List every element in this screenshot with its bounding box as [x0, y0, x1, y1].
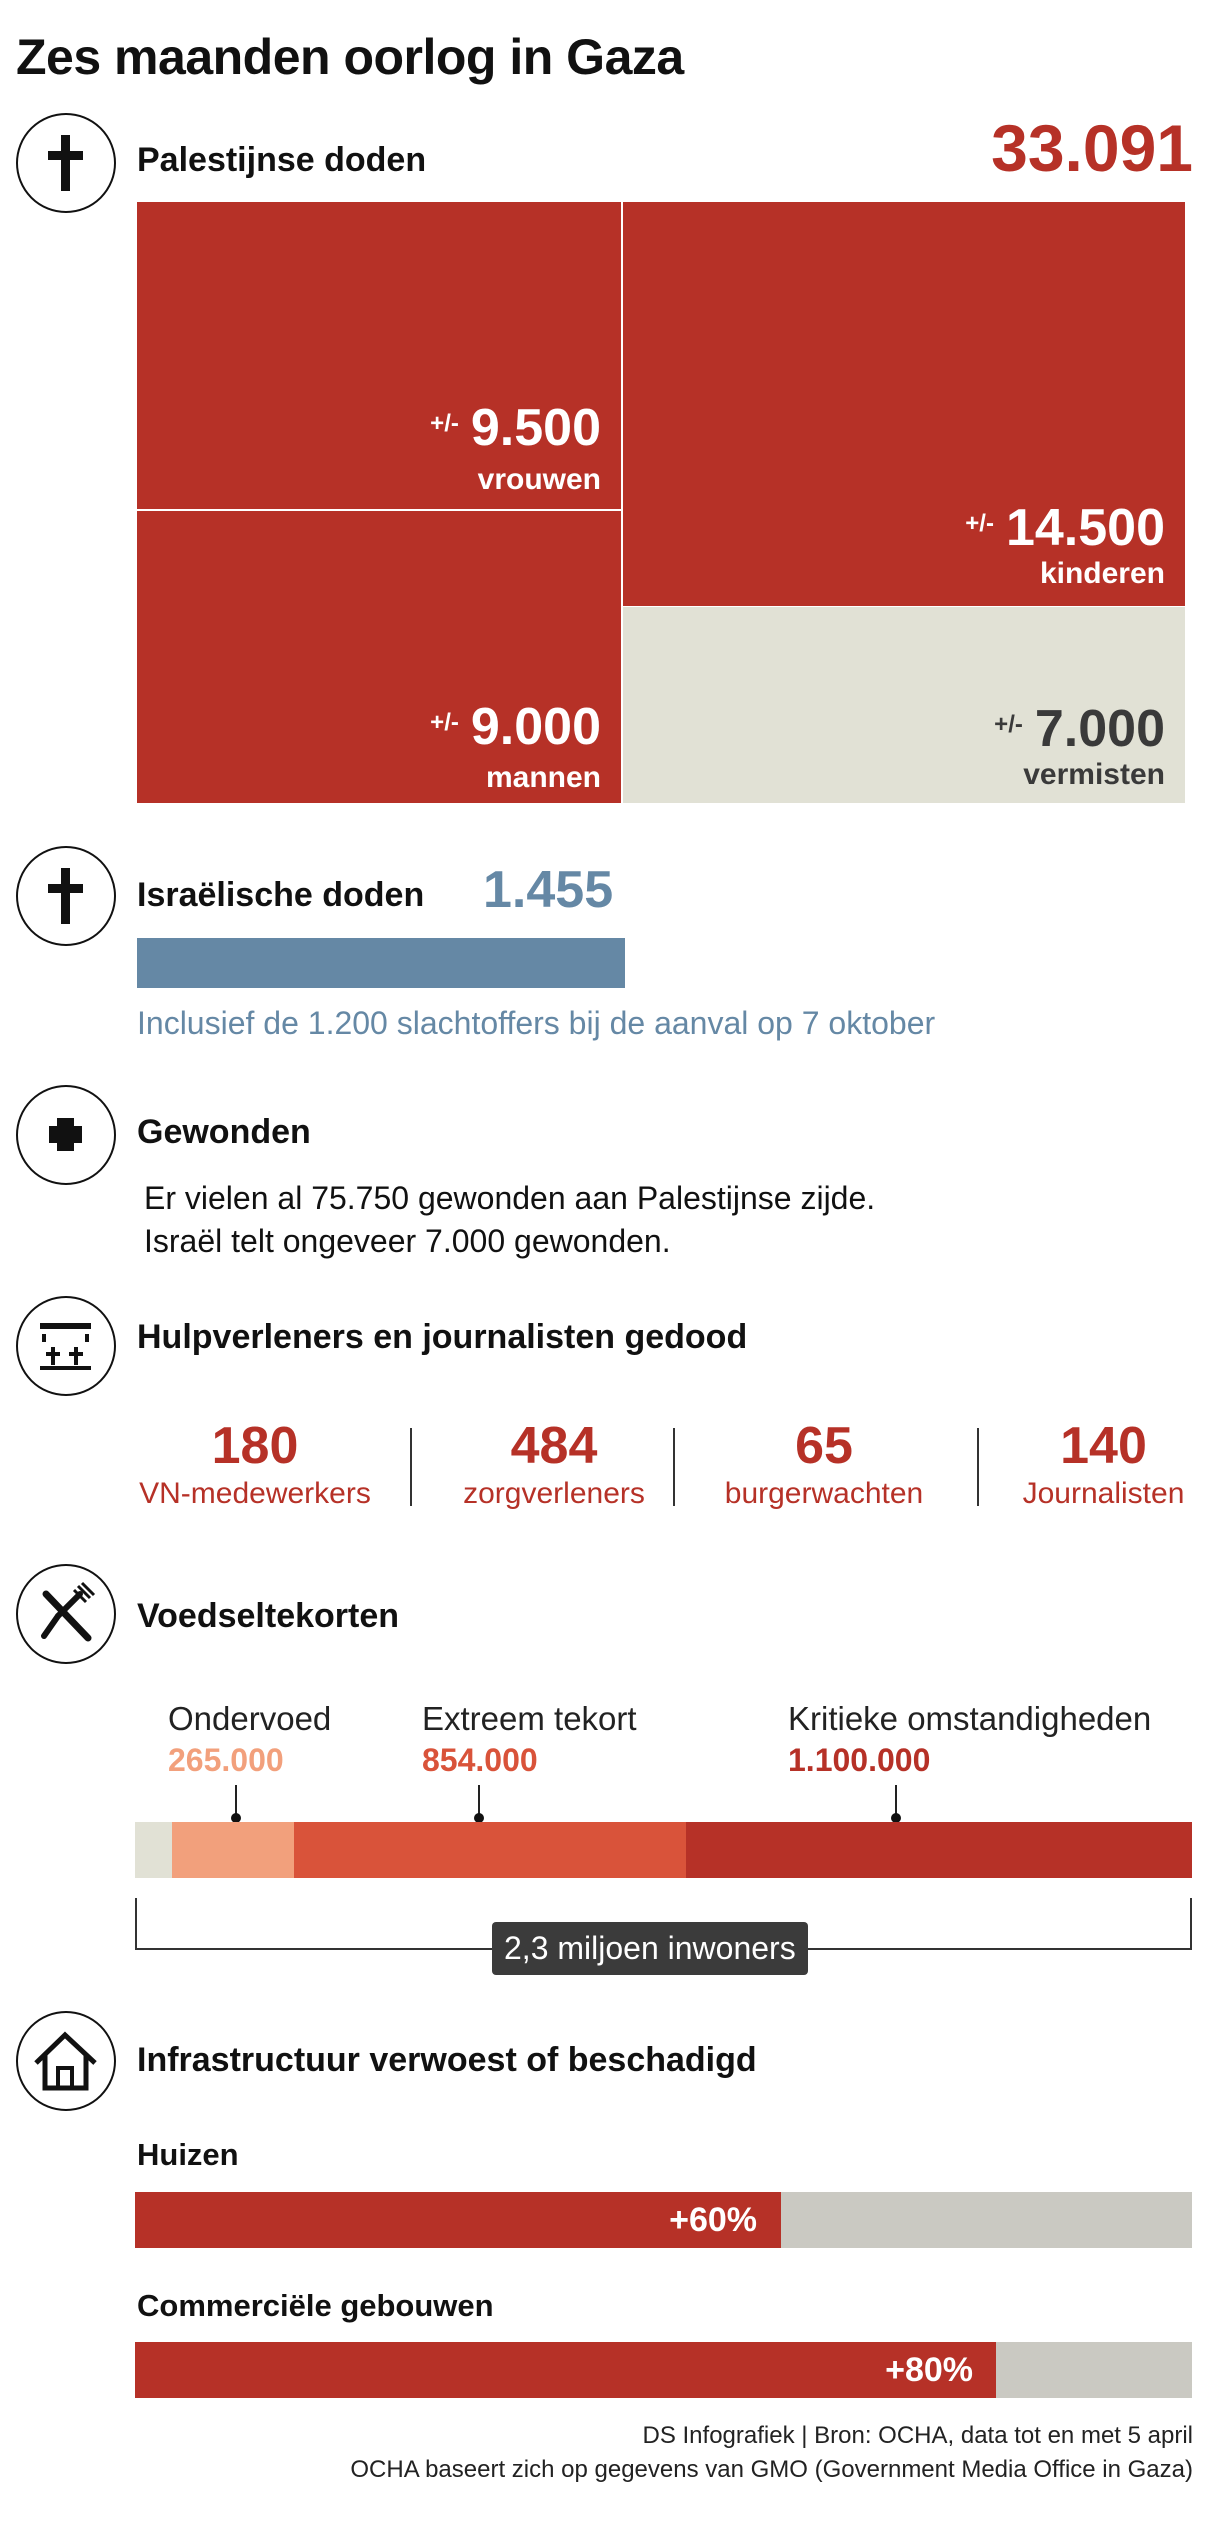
stat-value: 484: [510, 1417, 598, 1475]
plusminus-label: +/-: [965, 510, 994, 537]
treemap-cell-men: [137, 511, 621, 803]
fork-knife-icon: [16, 1564, 116, 1664]
israeli-heading: Israëlische doden: [137, 876, 425, 914]
stat-divider: [410, 1428, 412, 1506]
population-label: 2,3 miljoen inwoners: [492, 1922, 808, 1975]
food-value-critical: 1.100.000: [788, 1742, 931, 1778]
stat-un-workers: [126, 1418, 384, 1514]
casualties-icon: [16, 1296, 116, 1396]
stat-healthcare: [430, 1418, 678, 1514]
plusminus-label: +/-: [994, 711, 1023, 738]
plusminus-label: +/-: [430, 709, 459, 736]
cross-icon: [16, 113, 116, 213]
treemap-cell-missing: [623, 607, 1185, 803]
men-value: 9.000: [470, 698, 601, 756]
medical-cross-icon: [16, 1085, 116, 1185]
food-value-extreme: 854.000: [422, 1742, 538, 1778]
infra-value-houses: +60%: [669, 2201, 757, 2239]
food-segment-other: [135, 1822, 172, 1878]
food-segment-extreme: [294, 1822, 686, 1878]
plusminus-label: +/-: [430, 410, 459, 437]
infra-bar-commercial: [135, 2342, 1192, 2398]
stat-journalists: [1000, 1418, 1207, 1514]
stat-value: 65: [795, 1417, 853, 1475]
children-label: kinderen: [1039, 557, 1165, 590]
stat-value: 140: [1060, 1417, 1147, 1475]
stat-label: zorgverleners: [463, 1477, 645, 1510]
missing-label: vermisten: [1023, 758, 1165, 791]
women-label: vrouwen: [477, 463, 601, 496]
footer-source: DS Infografiek | Bron: OCHA, data tot en met 5 april: [642, 2422, 1193, 2449]
treemap-cell-women: [137, 202, 621, 509]
israeli-total: 1.455: [483, 861, 614, 919]
infra-value-commercial: +80%: [885, 2351, 973, 2389]
stat-civil-defence: [700, 1418, 948, 1514]
stat-divider: [673, 1428, 675, 1506]
food-value-undernourished: 265.000: [168, 1742, 284, 1778]
israeli-bar: [137, 938, 625, 988]
israeli-note: Inclusief de 1.200 slachtoffers bij de aanval op 7 oktober: [137, 1005, 936, 1041]
cross-icon: [16, 846, 116, 946]
men-label: mannen: [485, 761, 601, 794]
food-label-critical: Kritieke omstandigheden: [788, 1700, 1152, 1737]
treemap-cell-children: [623, 202, 1185, 606]
food-segment-undernourished: [172, 1822, 294, 1878]
stat-label: VN-medewerkers: [139, 1477, 371, 1510]
footer-note: OCHA baseert zich op gegevens van GMO (Government Media Office in Gaza): [350, 2456, 1193, 2483]
wounded-heading: Gewonden: [137, 1113, 311, 1151]
house-icon: [16, 2011, 116, 2111]
stat-divider: [977, 1428, 979, 1506]
missing-value: 7.000: [1034, 700, 1165, 758]
stat-value: 180: [211, 1417, 299, 1475]
food-label-undernourished: Ondervoed: [168, 1700, 332, 1737]
wounded-line-2: Israël telt ongeveer 7.000 gewonden.: [144, 1223, 671, 1259]
infra-label-houses: Huizen: [137, 2137, 239, 2172]
palestinian-heading: Palestijnse doden: [137, 141, 427, 179]
stat-label: burgerwachten: [724, 1477, 924, 1510]
women-value: 9.500: [470, 399, 601, 457]
infrastructure-heading: Infrastructuur verwoest of beschadigd: [137, 2041, 757, 2079]
children-value: 14.500: [1005, 499, 1165, 557]
food-label-extreme: Extreem tekort: [422, 1700, 637, 1737]
page-title: Zes maanden oorlog in Gaza: [16, 29, 684, 85]
aid-workers-heading: Hulpverleners en journalisten gedood: [137, 1318, 748, 1356]
infra-bar-houses: [135, 2192, 1192, 2248]
palestinian-total: 33.091: [991, 111, 1193, 185]
food-segment-critical: [686, 1822, 1192, 1878]
stat-label: Journalisten: [1022, 1477, 1185, 1510]
infra-label-commercial: Commerciële gebouwen: [137, 2288, 494, 2323]
food-heading: Voedseltekorten: [137, 1597, 400, 1635]
wounded-line-1: Er vielen al 75.750 gewonden aan Palestijnse zijde.: [144, 1180, 876, 1216]
